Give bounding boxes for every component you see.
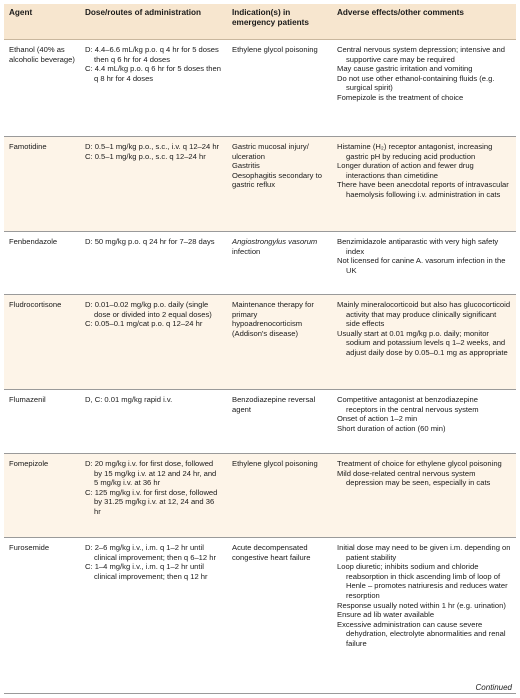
table-row [4, 40, 516, 137]
adverse-line: Benzimidazole antiparastic with very high safety index [337, 237, 499, 256]
adverse-cell [332, 295, 516, 390]
adverse-cell [332, 538, 516, 694]
table-row [4, 137, 516, 232]
indication-cell: Ethylene glycol poisoning [227, 454, 332, 538]
dose-line: D: 4.4–6.6 mL/kg p.o. q 4 hr for 5 doses then q 6 hr for 4 doses [85, 45, 219, 64]
adverse-line: Competitive antagonist at benzodiazepine receptors in the central nervous system [337, 395, 479, 414]
dose-cell [80, 538, 227, 694]
dose-line: C: 0.05–0.1 mg/cat p.o. q 12–24 hr [85, 319, 203, 329]
indication-text: infection [232, 246, 261, 256]
adverse-cell [332, 390, 516, 454]
dose-cell [80, 390, 227, 454]
adverse-line: Response usually noted within 1 hr (e.g. urination) [337, 600, 506, 610]
indication-cell: Acute decompensated congestive heart failure [227, 538, 332, 694]
adverse-line: Central nervous system depression; intensive and supportive care may be required [337, 45, 505, 64]
agent-cell: Furosemide [4, 538, 80, 694]
header-agent: Agent [4, 4, 80, 40]
adverse-line: Loop diuretic; inhibits sodium and chloride reabsorption in thick ascending limb of loop of Henle – promotes natriuresis and reduces water resorption [337, 562, 508, 600]
adverse-line: Onset of action 1–2 min [337, 414, 418, 424]
adverse-cell [332, 137, 516, 232]
table-row [4, 295, 516, 390]
table-body [4, 40, 516, 694]
dose-cell [80, 137, 227, 232]
dose-line: C: 0.5–1 mg/kg p.o., s.c. q 12–24 hr [85, 151, 206, 161]
adverse-line: Not licensed for canine A. vasorum infection in the UK [337, 256, 506, 275]
dose-cell [80, 295, 227, 390]
adverse-line: Do not use other ethanol-containing fluids (e.g. surgical spirit) [337, 73, 495, 93]
header-row [4, 4, 516, 40]
dose-line: C: 1–4 mg/kg i.v., i.m. q 1–2 hr until clinical improvement; then q 12 hr [85, 562, 208, 581]
adverse-line: Initial dose may need to be given i.m. depending on patient stability [337, 543, 511, 562]
table-header [4, 4, 516, 40]
agent-cell: Fenbendazole [4, 232, 80, 295]
dose-line: D: 2–6 mg/kg i.v., i.m. q 1–2 hr until clinical improvement; then q 6–12 hr [85, 543, 216, 562]
adverse-line: Usually start at 0.01 mg/kg p.o. daily; monitor sodium and potassium levels q 1–2 weeks, and adjust daily dose by 0.05–0.1 mg as appropriate [337, 328, 508, 357]
dose-cell [80, 454, 227, 538]
adverse-line: Mainly mineralocorticoid but also has glucocorticoid activity that may produce clinically significant side effects [337, 300, 511, 329]
adverse-line: Longer duration of action and fewer drug interactions than cimetidine [337, 161, 474, 180]
agent-cell: Famotidine [4, 137, 80, 232]
adverse-line: There have been anecdotal reports of intravascular haemolysis following i.v. administration in cats [337, 180, 509, 199]
indication-cell [227, 232, 332, 295]
adverse-line: Mild dose-related central nervous system depression may be seen, especially in cats [337, 468, 491, 488]
header-indication: Indication(s) in emergency patients [227, 4, 332, 40]
indication-cell: Ethylene glycol poisoning [227, 40, 332, 137]
table-row [4, 454, 516, 538]
adverse-line: Ensure ad lib water available [337, 610, 435, 620]
adverse-line: May cause gastric irritation and vomiting [337, 64, 473, 74]
adverse-line: Fomepizole is the treatment of choice [337, 92, 464, 102]
agent-cell: Fludrocortisone [4, 295, 80, 390]
table-row [4, 538, 516, 694]
indication-cell: Benzodiazepine reversal agent [227, 390, 332, 454]
header-dose: Dose/routes of administration [80, 4, 227, 40]
dose-line: D: 20 mg/kg i.v. for first dose, followed by 15 mg/kg i.v. at 12 and 24 hr, and 5 mg/kg i.v. at 36 hr [85, 459, 217, 488]
adverse-cell [332, 454, 516, 538]
table-row [4, 232, 516, 295]
adverse-line: Excessive administration can cause severe dehydration, electrolyte abnormalities and renal failure [337, 619, 506, 648]
adverse-cell [332, 232, 516, 295]
drug-table [4, 4, 516, 694]
dose-cell [80, 40, 227, 137]
adverse-line: Treatment of choice for ethylene glycol poisoning [337, 459, 502, 468]
dose-cell [80, 232, 227, 295]
dose-line: D, C: 0.01 mg/kg rapid i.v. [85, 395, 173, 404]
indication-italic: Angiostrongylus vasorum [232, 237, 318, 246]
continued-label: Continued [475, 683, 512, 692]
dose-line: C: 4.4 mL/kg p.o. q 6 hr for 5 doses then q 8 hr for 4 doses [85, 64, 221, 83]
table-row [4, 390, 516, 454]
header-adverse: Adverse effects/other comments [332, 4, 516, 40]
agent-cell: Fomepizole [4, 454, 80, 538]
dose-line: D: 0.01–0.02 mg/kg p.o. daily (single dose or divided into 2 equal doses) [85, 300, 212, 319]
indication-cell: Maintenance therapy for primary hypoadrenocorticism (Addison's disease) [227, 295, 332, 390]
dose-line: C: 125 mg/kg i.v. for first dose, followed by 31.25 mg/kg i.v. at 12, 24 and 36 hr [85, 487, 218, 516]
adverse-line: Short duration of action (60 min) [337, 423, 446, 433]
agent-cell: Flumazenil [4, 390, 80, 454]
agent-cell: Ethanol (40% as alcoholic beverage) [4, 40, 80, 137]
adverse-line: Histamine (H₂) receptor antagonist, increasing gastric pH by reducing acid production [337, 142, 493, 161]
dose-line: D: 0.5–1 mg/kg p.o., s.c., i.v. q 12–24 hr [85, 142, 220, 151]
dose-line: D: 50 mg/kg p.o. q 24 hr for 7–28 days [85, 237, 215, 246]
indication-cell: Gastric mucosal injury/ ulceration Gastritis Oesophagitis secondary to gastric reflux [227, 137, 332, 232]
adverse-cell [332, 40, 516, 137]
